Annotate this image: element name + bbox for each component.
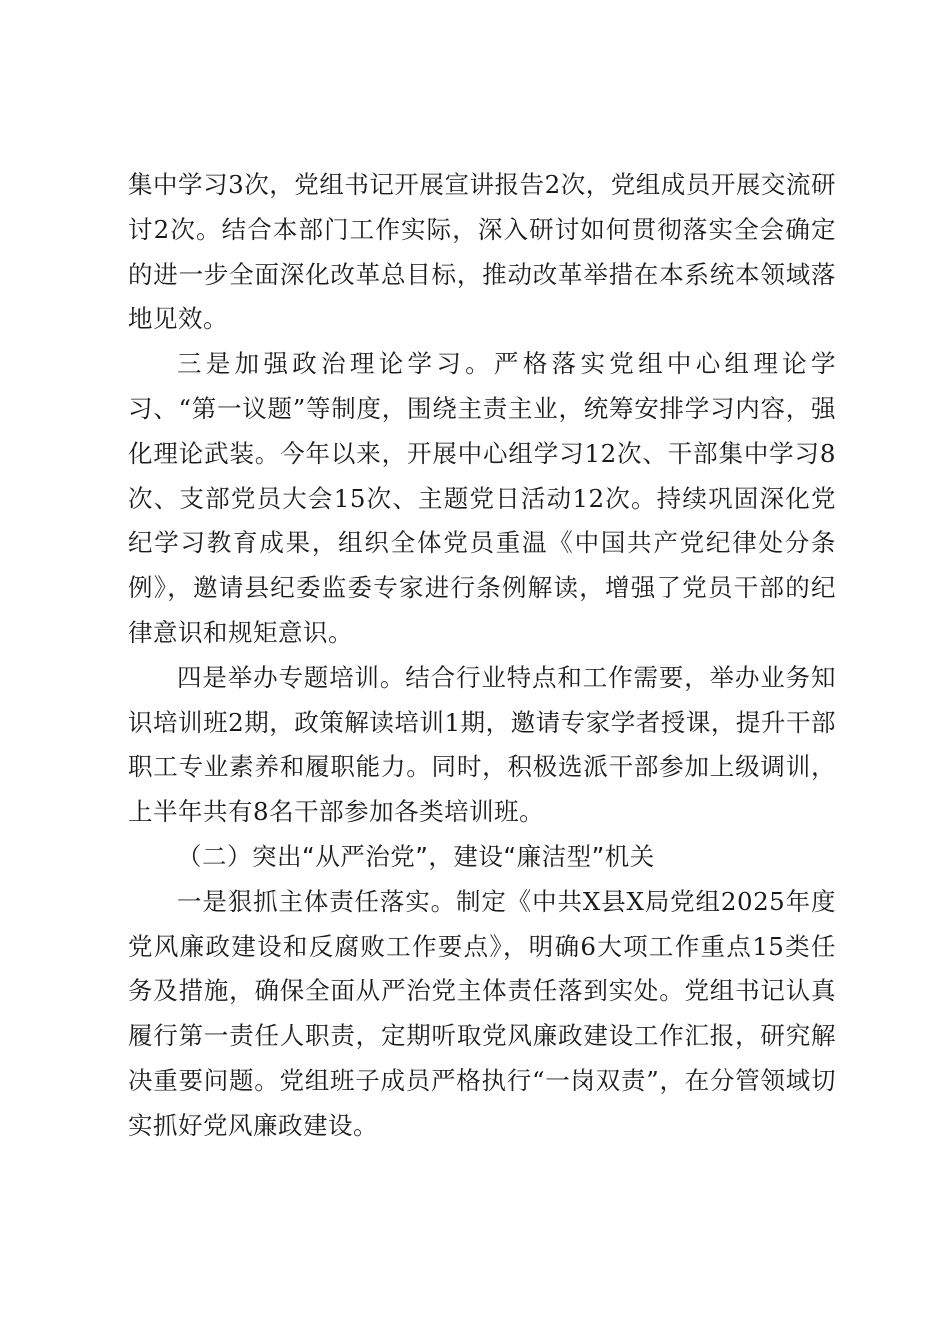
paragraph-main-responsibility: 一是狠抓主体责任落实。制定《中共X县X局党组2025年度党风廉政建设和反腐败工作要点》，明确6大项工作重点15类任务及措施，确保全面从严治党主体责任落到实处。党组书记认真履行第一责任人职责，定期听取党风廉政建设工作汇报，研究解决重要问题。党组班子成员严格执行“一岗双责”，在分管领域切实抓好党风廉政建设。 — [128, 886, 836, 1140]
paragraph-special-training: 四是举办专题培训。结合行业特点和工作需要，举办业务知识培训班2期，政策解读培训1期，邀请专家学者授课，提升干部职工专业素养和履职能力。同时，积极选派干部参加上级调训，上半年共有8名干部参加各类培训班。 — [128, 662, 836, 827]
document-body — [128, 163, 836, 1149]
section-heading-strict-party-governance: （二）突出“从严治党”，建设“廉洁型”机关 — [177, 841, 655, 871]
paragraph-political-theory-study: 三是加强政治理论学习。严格落实党组中心组理论学习、“第一议题”等制度，围绕主责主业，统筹安排学习内容，强化理论武装。今年以来，开展中心组学习12次、干部集中学习8次、支部党员大会15次、主题党日活动12次。持续巩固深化党纪学习教育成果，组织全体党员重温《中国共产党纪律处分条例》，邀请县纪委监委专家进行条例解读，增强了党员干部的纪律意识和规矩意识。 — [128, 349, 836, 647]
paragraph-continuation: 集中学习3次，党组书记开展宣讲报告2次，党组成员开展交流研讨2次。结合本部门工作实际，深入研讨如何贯彻落实全会确定的进一步全面深化改革总目标，推动改革举措在本系统本领域落地见效。 — [128, 170, 836, 334]
